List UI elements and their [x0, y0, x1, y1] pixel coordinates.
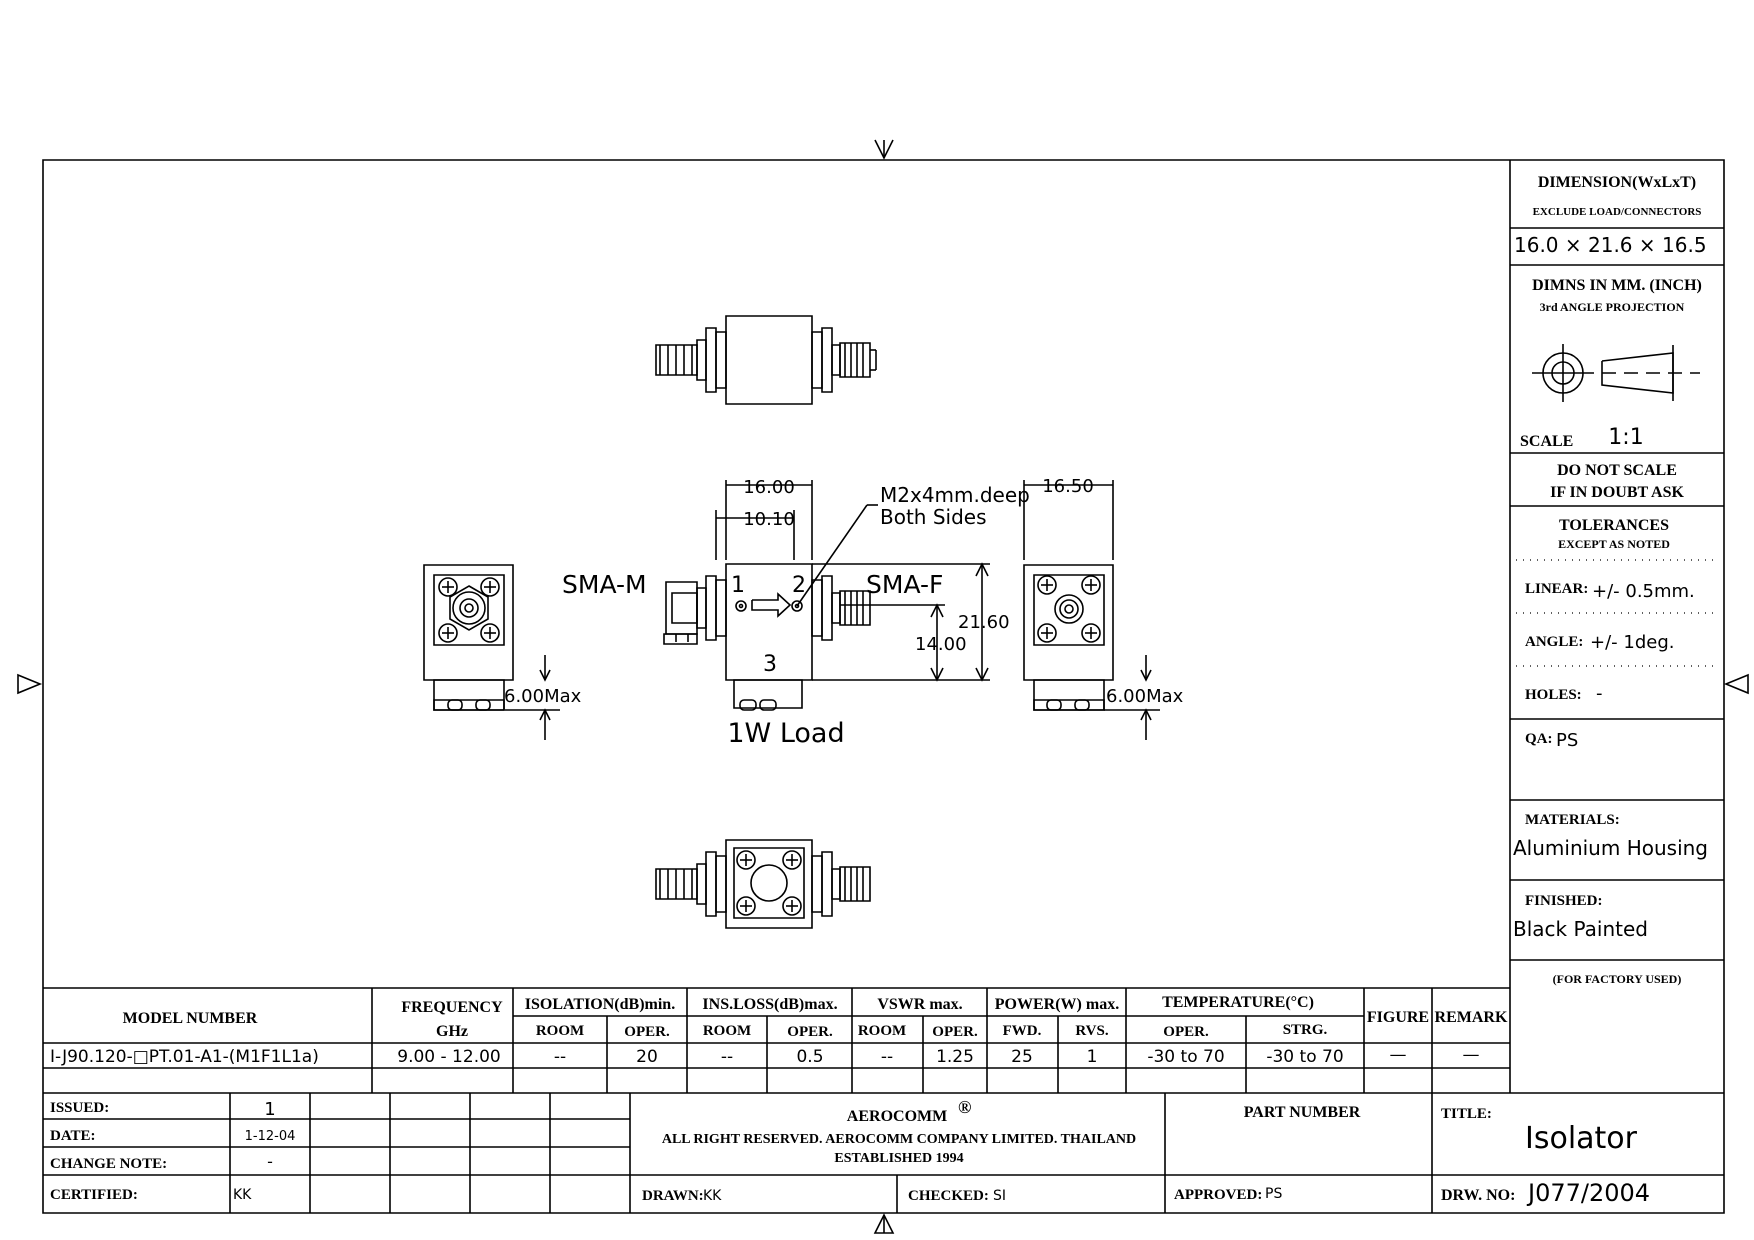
- header-insloss: INS.LOSS(dB)max.: [702, 996, 838, 1013]
- approved-value: PS: [1265, 1186, 1283, 1202]
- qa-label: QA:: [1525, 731, 1553, 747]
- checked-value: SI: [993, 1188, 1007, 1204]
- projection-label: 3rd ANGLE PROJECTION: [1539, 300, 1685, 314]
- spec-table-row: [50, 1045, 1480, 1067]
- port-3-label: 3: [763, 652, 777, 677]
- issued-label: ISSUED:: [50, 1100, 110, 1116]
- header-frequency-unit: GHz: [436, 1023, 468, 1040]
- factory-note: (FOR FACTORY USED): [1552, 972, 1682, 986]
- header-figure: FIGURE: [1366, 1009, 1430, 1026]
- scale-value: 1:1: [1608, 425, 1644, 450]
- dimension-subtitle: EXCLUDE LOAD/CONNECTORS: [1532, 206, 1702, 218]
- dim-length-21-60: 21.60: [958, 612, 1010, 633]
- cell-temp-strg: -30 to 70: [1266, 1047, 1344, 1067]
- do-not-scale-line1: DO NOT SCALE: [1557, 462, 1677, 479]
- header-temperature: TEMPERATURE(°C): [1162, 994, 1314, 1011]
- subheader-iso-oper: OPER.: [624, 1024, 670, 1040]
- header-remark: REMARK: [1434, 1009, 1508, 1026]
- port-2-label: 2: [792, 573, 806, 598]
- drawing-number-value: J077/2004: [1528, 1179, 1651, 1207]
- header-isolation: ISOLATION(dB)min.: [524, 996, 676, 1013]
- dim-6-max-left: 6.00Max: [504, 686, 582, 707]
- finished-value: Black Painted: [1513, 917, 1648, 941]
- certified-value: KK: [233, 1187, 252, 1203]
- centering-marks: [18, 140, 1748, 1233]
- issued-value: 1: [264, 1099, 276, 1120]
- third-angle-projection-symbol: [1532, 344, 1700, 402]
- cell-iso-oper: 20: [636, 1047, 658, 1067]
- materials-label: MATERIALS:: [1525, 812, 1620, 828]
- date-value: 1-12-04: [244, 1129, 296, 1144]
- subheader-power-fwd: FWD.: [1002, 1023, 1042, 1039]
- cell-temp-oper: -30 to 70: [1147, 1047, 1225, 1067]
- cell-figure: —: [1389, 1045, 1407, 1065]
- cell-vswr-oper: 1.25: [936, 1047, 974, 1067]
- company-name: AEROCOMM: [846, 1108, 948, 1125]
- drawing-number-label: DRW. NO:: [1441, 1187, 1516, 1204]
- tolerances-title: TOLERANCES: [1559, 517, 1669, 534]
- linear-label: LINEAR:: [1525, 581, 1589, 597]
- left-side-view: [424, 565, 560, 740]
- rights-reserved: ALL RIGHT RESERVED. AEROCOMM COMPANY LIMITED. THAILAND: [661, 1132, 1137, 1147]
- sma-m-label: SMA-M: [562, 570, 647, 599]
- subheader-power-rvs: RVS.: [1075, 1023, 1109, 1039]
- cell-remark: —: [1462, 1045, 1480, 1065]
- dim-14-00: 14.00: [915, 634, 967, 655]
- sma-f-label: SMA-F: [866, 570, 944, 599]
- subheader-vswr-oper: OPER.: [932, 1024, 978, 1040]
- header-frequency: FREQUENCY: [401, 999, 503, 1016]
- subheader-temp-strg: STRG.: [1282, 1022, 1328, 1038]
- title-label: TITLE:: [1441, 1106, 1492, 1122]
- angle-value: +/- 1deg.: [1590, 632, 1675, 653]
- bottom-view: [656, 840, 870, 928]
- cell-iso-room: --: [553, 1047, 567, 1067]
- certified-label: CERTIFIED:: [50, 1187, 138, 1203]
- top-view: [656, 316, 876, 404]
- holes-value: -: [1596, 683, 1603, 704]
- title-value: Isolator: [1524, 1121, 1638, 1156]
- dim-width-16: 16.00: [743, 477, 795, 498]
- subheader-temp-oper: OPER.: [1163, 1024, 1209, 1040]
- subheader-vswr-room: ROOM: [857, 1023, 907, 1039]
- subheader-ins-oper: OPER.: [787, 1024, 833, 1040]
- scale-label: SCALE: [1520, 433, 1574, 450]
- drawn-value: KK: [703, 1188, 722, 1204]
- do-not-scale-line2: IF IN DOUBT ASK: [1550, 484, 1684, 501]
- dimns-title: DIMNS IN MM. (INCH): [1532, 277, 1702, 294]
- tolerances-subtitle: EXCEPT AS NOTED: [1558, 537, 1670, 551]
- subheader-iso-room: ROOM: [535, 1023, 585, 1039]
- drawn-label: DRAWN:: [642, 1188, 704, 1204]
- cell-model: I-J90.120-□PT.01-A1-(M1F1L1a): [50, 1047, 319, 1067]
- checked-label: CHECKED:: [908, 1188, 989, 1204]
- thread-note-line1: M2x4mm.deep: [880, 483, 1030, 507]
- dim-depth-16-50: 16.50: [1042, 476, 1094, 497]
- subheader-ins-room: ROOM: [702, 1023, 752, 1039]
- thread-note-line2: Both Sides: [880, 505, 987, 529]
- angle-label: ANGLE:: [1525, 634, 1584, 650]
- dimension-title: DIMENSION(WxLxT): [1537, 174, 1697, 191]
- dim-6-max-right: 6.00Max: [1106, 686, 1184, 707]
- cell-ins-room: --: [720, 1047, 734, 1067]
- change-note-value: -: [267, 1152, 273, 1171]
- part-number-label: PART NUMBER: [1243, 1104, 1361, 1121]
- registered-mark: ®: [958, 1097, 972, 1117]
- dimension-value: 16.0 × 21.6 × 16.5: [1514, 233, 1707, 257]
- established: ESTABLISHED 1994: [834, 1151, 964, 1166]
- materials-value: Aluminium Housing: [1513, 836, 1708, 860]
- cell-vswr-room: --: [880, 1047, 894, 1067]
- port-1-label: 1: [731, 573, 745, 598]
- cell-ins-oper: 0.5: [796, 1047, 824, 1067]
- change-note-label: CHANGE NOTE:: [50, 1156, 168, 1172]
- header-model: MODEL NUMBER: [122, 1010, 258, 1027]
- finished-label: FINISHED:: [1525, 893, 1603, 909]
- load-label: 1W Load: [727, 718, 845, 749]
- qa-value: PS: [1556, 730, 1579, 751]
- linear-value: +/- 0.5mm.: [1592, 581, 1695, 602]
- cell-frequency: 9.00 - 12.00: [397, 1047, 501, 1067]
- header-power: POWER(W) max.: [994, 996, 1120, 1013]
- date-label: DATE:: [50, 1128, 96, 1144]
- approved-label: APPROVED:: [1174, 1187, 1263, 1203]
- cell-power-rvs: 1: [1086, 1047, 1098, 1067]
- holes-label: HOLES:: [1525, 687, 1582, 703]
- header-vswr: VSWR max.: [877, 996, 963, 1013]
- dim-10-10: 10.10: [743, 509, 795, 530]
- cell-power-fwd: 25: [1011, 1047, 1033, 1067]
